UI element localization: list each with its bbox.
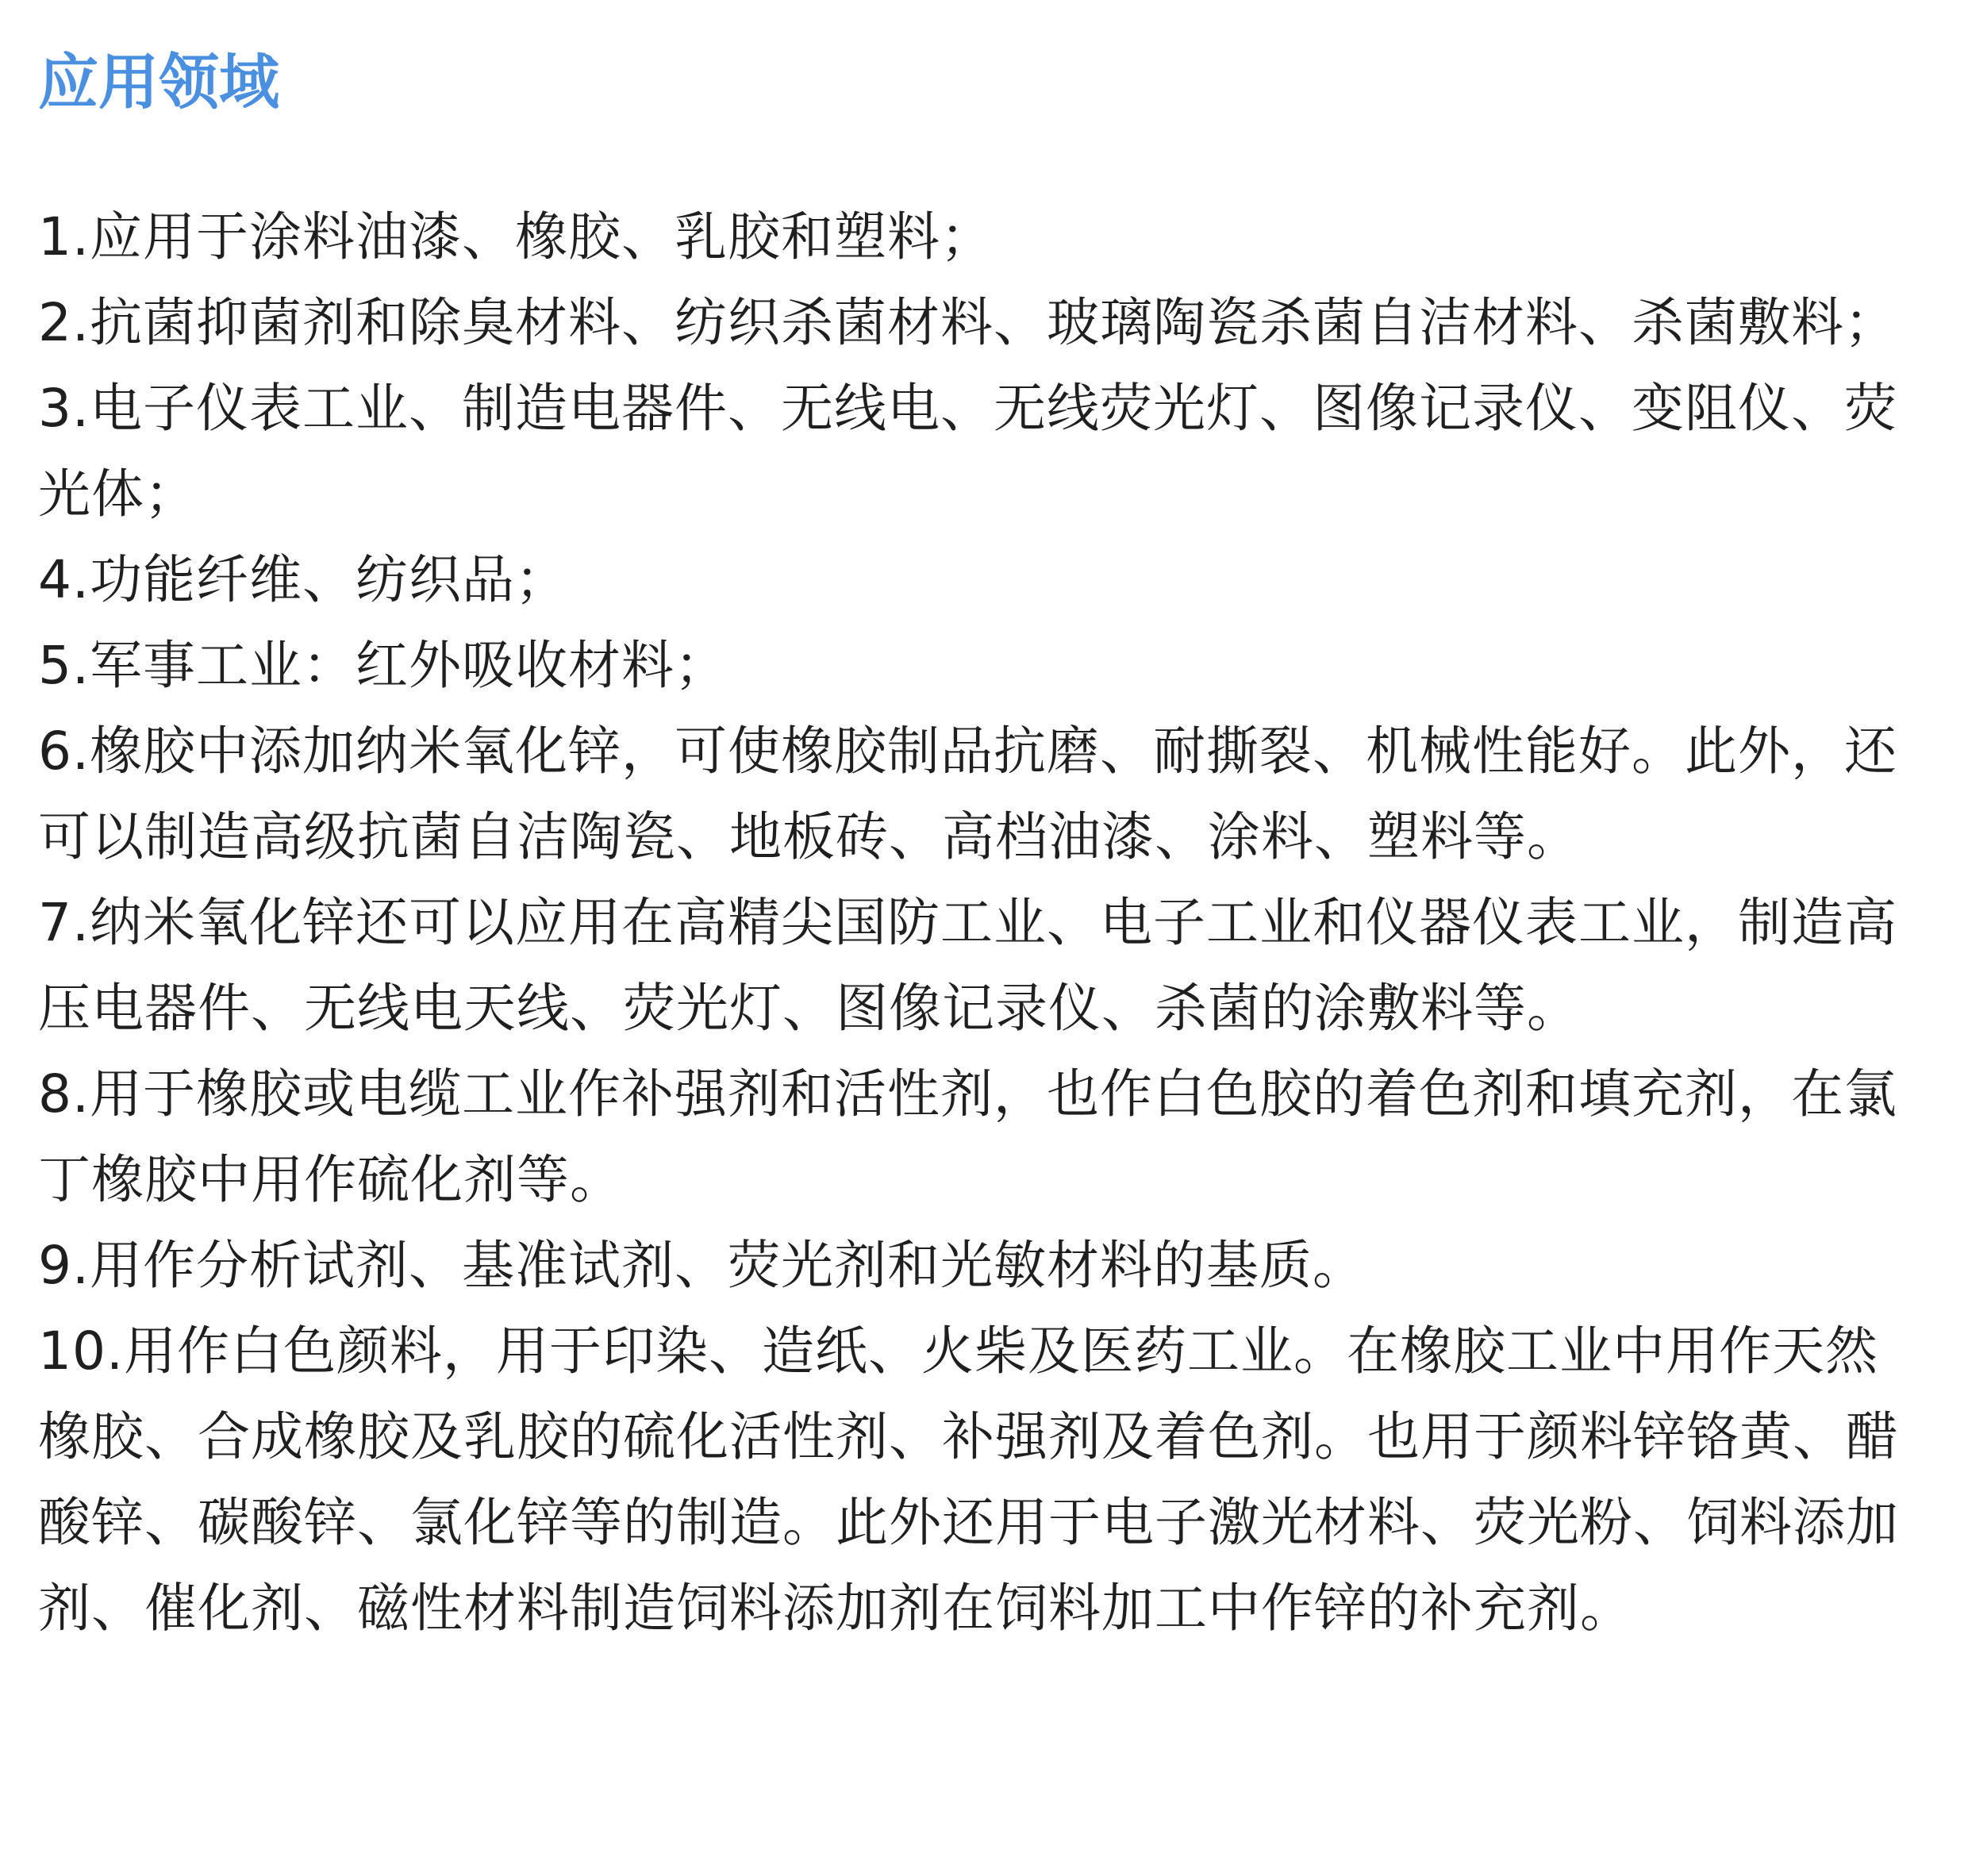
application-list [38,194,1927,1651]
list-item: 3.电子仪表工业、制造电器件、无线电、无线荧光灯、图像记录仪、变阻仪、荧光体； [38,378,1897,525]
list-item: 2.抗菌抑菌剂和除臭材料、纺织杀菌材料、玻璃陶瓷杀菌自洁材料、杀菌敷料； [38,292,1897,354]
application-fields-section [38,46,1927,1664]
list-item: 5.军事工业：红外吸收材料； [38,635,728,697]
section-title: 应用领域 [38,47,279,117]
list-item: 1.应用于涂料油漆、橡胶、乳胶和塑料； [38,206,994,268]
list-item: 9.用作分析试剂、基准试剂、荧光剂和光敏材料的基质。 [38,1235,1366,1297]
list-item: 10.用作白色颜料，用于印染、造纸、火柴及医药工业。在橡胶工业中用作天然橡胶、合成橡胶及乳胶的硫化活性剂、补强剂及着色剂。也用于颜料锌铬黄、醋酸锌、碳酸锌、氯化锌等的制造。此外还用于电子激光材料、荧光粉、饲料添加剂、催化剂、磁性材料制造饲料添加剂在饲料加工中作锌的补充剂。 [38,1321,1899,1640]
list-item: 7.纳米氧化锌还可以应用在高精尖国防工业、电子工业和仪器仪表工业，制造高压电器件、无线电天线、荧光灯、图像记录仪、杀菌的涂敷料等。 [38,892,1897,1040]
list-item: 8.用于橡胶或电缆工业作补强剂和活性剂，也作白色胶的着色剂和填充剂，在氯丁橡胶中用作硫化剂等。 [38,1063,1897,1211]
list-item: 6.橡胶中添加纳米氧化锌，可使橡胶制品抗磨、耐撕裂、机械性能好。此外，还可以制造高级抗菌自洁陶瓷、地板砖、高档油漆、涂料、塑料等。 [38,721,1897,868]
list-item: 4.功能纤维、纺织品； [38,549,568,611]
